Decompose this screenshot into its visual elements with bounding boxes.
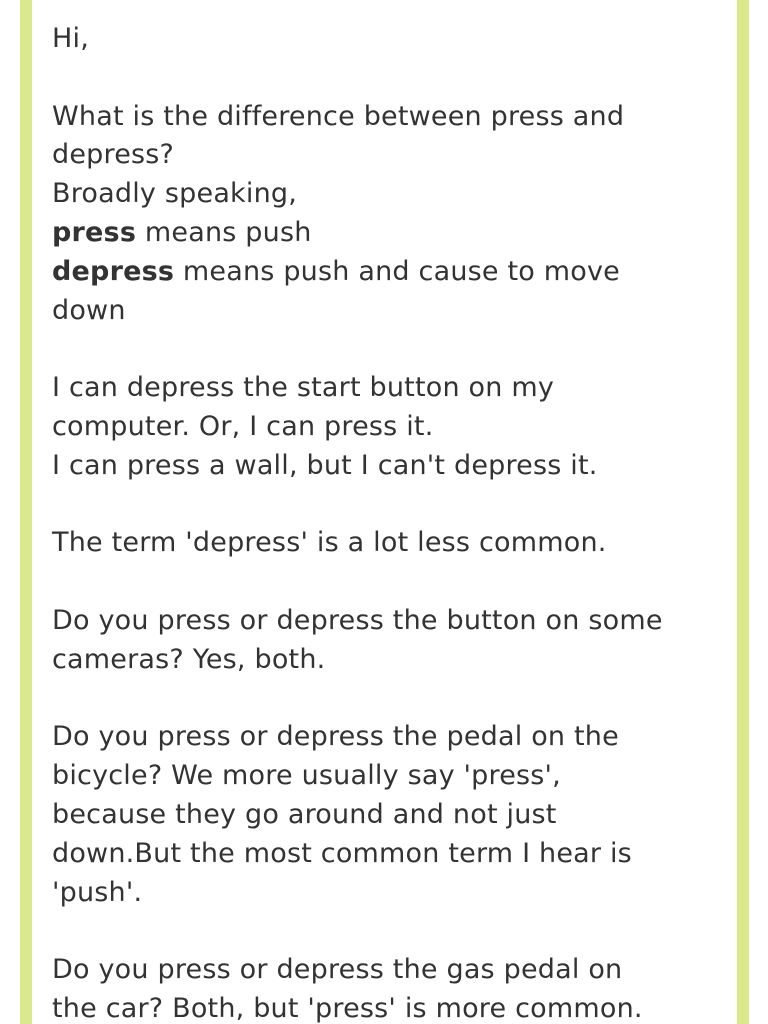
definition-press (52, 214, 732, 253)
bicycle-line-2: bicycle? We more usually say 'press', (52, 760, 561, 792)
car-line-2: the car? Both, but 'press' is more common. (52, 992, 643, 1024)
bicycle-line-4: down.But the most common term I hear is (52, 837, 632, 869)
car-line-1: Do you press or depress the gas pedal on (52, 954, 623, 986)
paragraph-gap (52, 59, 732, 98)
definition-depress-text: means push and cause to move (174, 255, 620, 287)
bicycle-line-3: because they go around and not just (52, 798, 557, 830)
paragraph-gap (52, 563, 732, 602)
example2-text: I can press a wall, but I can't depress it. (52, 449, 598, 481)
post-body (52, 20, 732, 1024)
camera-line-1: Do you press or depress the button on some (52, 604, 663, 636)
left-border-rail (20, 0, 32, 1024)
greeting-text: Hi, (52, 23, 89, 54)
question-line-1: What is the difference between press and (52, 100, 625, 132)
term-press: press (52, 216, 137, 248)
less-common-text: The term 'depress' is a lot less common. (52, 527, 607, 559)
term-depress: depress (52, 255, 175, 287)
paragraph-gap (52, 330, 732, 369)
bicycle-line-5: 'push'. (52, 876, 143, 908)
paragraph-gap (52, 486, 732, 525)
right-border-rail (737, 0, 749, 1024)
example1-line-1: I can depress the start button on my (52, 372, 555, 404)
camera-line-2: cameras? Yes, both. (52, 643, 326, 675)
bicycle-line-1: Do you press or depress the pedal on the (52, 721, 619, 753)
paragraph-gap (52, 912, 732, 951)
paragraph-gap (52, 680, 732, 719)
definition-press-text: means push (136, 216, 312, 248)
question-line-2: depress? (52, 139, 175, 171)
definition-depress-cont: down (52, 294, 126, 326)
intro-text: Broadly speaking, (52, 178, 298, 210)
definition-depress (52, 253, 732, 292)
example1-line-2: computer. Or, I can press it. (52, 410, 434, 442)
